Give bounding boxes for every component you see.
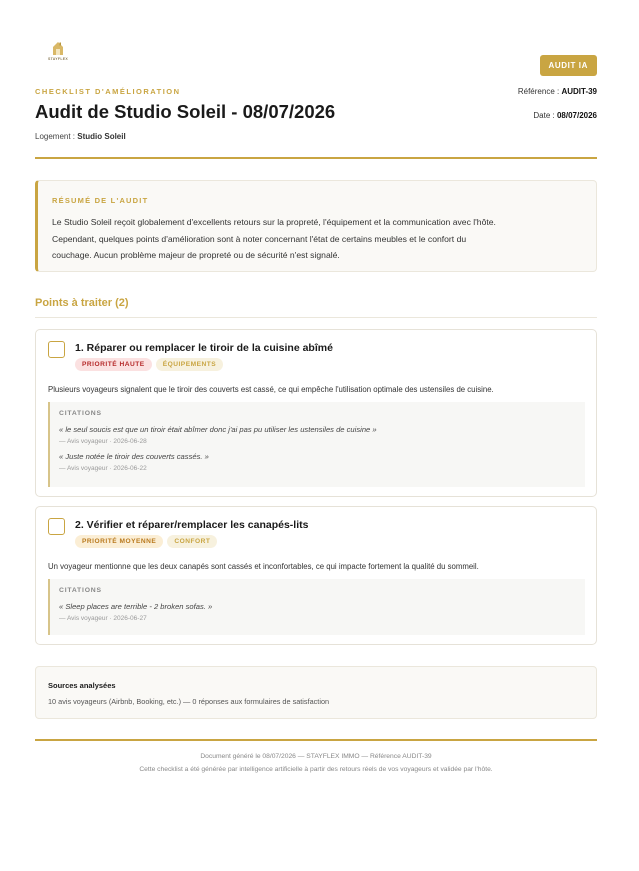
citations-block (48, 402, 585, 487)
sources-title: Sources analysées (48, 681, 116, 690)
category-badge: ÉQUIPEMENTS (156, 358, 224, 371)
item-checkbox[interactable] (48, 341, 65, 358)
citation-meta: — Avis voyageur · 2026-06-28 (59, 438, 147, 445)
summary-line: Cependant, quelques points d'amélioration sont à noter concernant l'état de certains meubles et le confort du (52, 233, 467, 244)
citation-text: « Juste notée le tiroir des couverts cassés. » (59, 452, 209, 461)
audit-summary (35, 180, 597, 272)
reference-line (518, 87, 597, 96)
page-title: Audit de Studio Soleil - 08/07/2026 (35, 101, 336, 122)
reference-value: AUDIT-39 (561, 87, 597, 96)
item-description: Un voyageur mentionne que les deux canapés sont cassés et inconfortables, ce qui impacte fortement la qualité du sommeil. (48, 562, 479, 571)
logement-line (35, 132, 126, 141)
citations-title: CITATIONS (59, 410, 102, 417)
date-label: Date : (533, 111, 557, 120)
item-description: Plusieurs voyageurs signalent que le tiroir des couverts est cassé, ce qui empêche l'utilisation optimale des ustensiles de cuisine. (48, 385, 494, 394)
footer-generated-line: Document généré le 08/07/2026 — STAYFLEX IMMO — Référence AUDIT-39 (200, 753, 432, 760)
sources-box (35, 666, 597, 719)
logo-wordmark: STAYFLEX (47, 57, 69, 61)
checklist-kicker: CHECKLIST D'AMÉLIORATION (35, 87, 181, 96)
item-title: 1. Réparer ou remplacer le tiroir de la cuisine abîmé (75, 342, 333, 354)
summary-text (52, 214, 582, 264)
summary-line: couchage. Aucun problème majeur de propreté ou de sécurité n'est signalé. (52, 250, 340, 260)
item-tags (75, 358, 223, 371)
citation-meta: — Avis voyageur · 2026-06-22 (59, 465, 147, 472)
points-section-title: Points à traiter (2) (35, 297, 129, 309)
audit-ia-badge: AUDIT IA (540, 55, 597, 76)
reference-label: Référence : (517, 87, 562, 96)
footer-divider (35, 739, 597, 741)
summary-line: Le Studio Soleil reçoit globalement d'excellents retours sur la propreté, l'équipement et la communication avec l'hôte. (52, 217, 496, 227)
citations-title: CITATIONS (59, 587, 102, 594)
logement-label: Logement : (35, 132, 78, 141)
priority-badge: PRIORITÉ MOYENNE (75, 535, 163, 548)
item-tags (75, 535, 217, 548)
logement-value: Studio Soleil (77, 132, 126, 141)
brand-logo (45, 42, 71, 66)
section-divider (35, 317, 597, 318)
house-logo-icon (52, 42, 64, 56)
citation-meta: — Avis voyageur · 2026-06-27 (59, 615, 147, 622)
checklist-item (35, 329, 597, 497)
date-line (533, 111, 597, 120)
summary-title: RÉSUMÉ DE L'AUDIT (52, 196, 149, 205)
date-value: 08/07/2026 (556, 111, 597, 120)
header-divider (35, 157, 597, 159)
citations-block (48, 579, 585, 635)
citation-text: « Sleep places are terrible - 2 broken sofas. » (59, 602, 213, 611)
priority-badge: PRIORITÉ HAUTE (75, 358, 152, 371)
sources-text: 10 avis voyageurs (Airbnb, Booking, etc.) — 0 réponses aux formulaires de satisfaction (48, 697, 330, 706)
checklist-item (35, 506, 597, 645)
category-badge: CONFORT (167, 535, 217, 548)
item-checkbox[interactable] (48, 518, 65, 535)
citation-text: « le seul soucis est que un tiroir était abîmer donc j'ai pas pu utiliser les ustensiles de cuisine » (59, 425, 377, 434)
footer-disclaimer: Cette checklist a été générée par intelligence artificielle à partir des retours réels de vos voyageurs et validée par l'hôte. (139, 766, 493, 773)
item-title: 2. Vérifier et réparer/remplacer les canapés-lits (75, 519, 309, 531)
